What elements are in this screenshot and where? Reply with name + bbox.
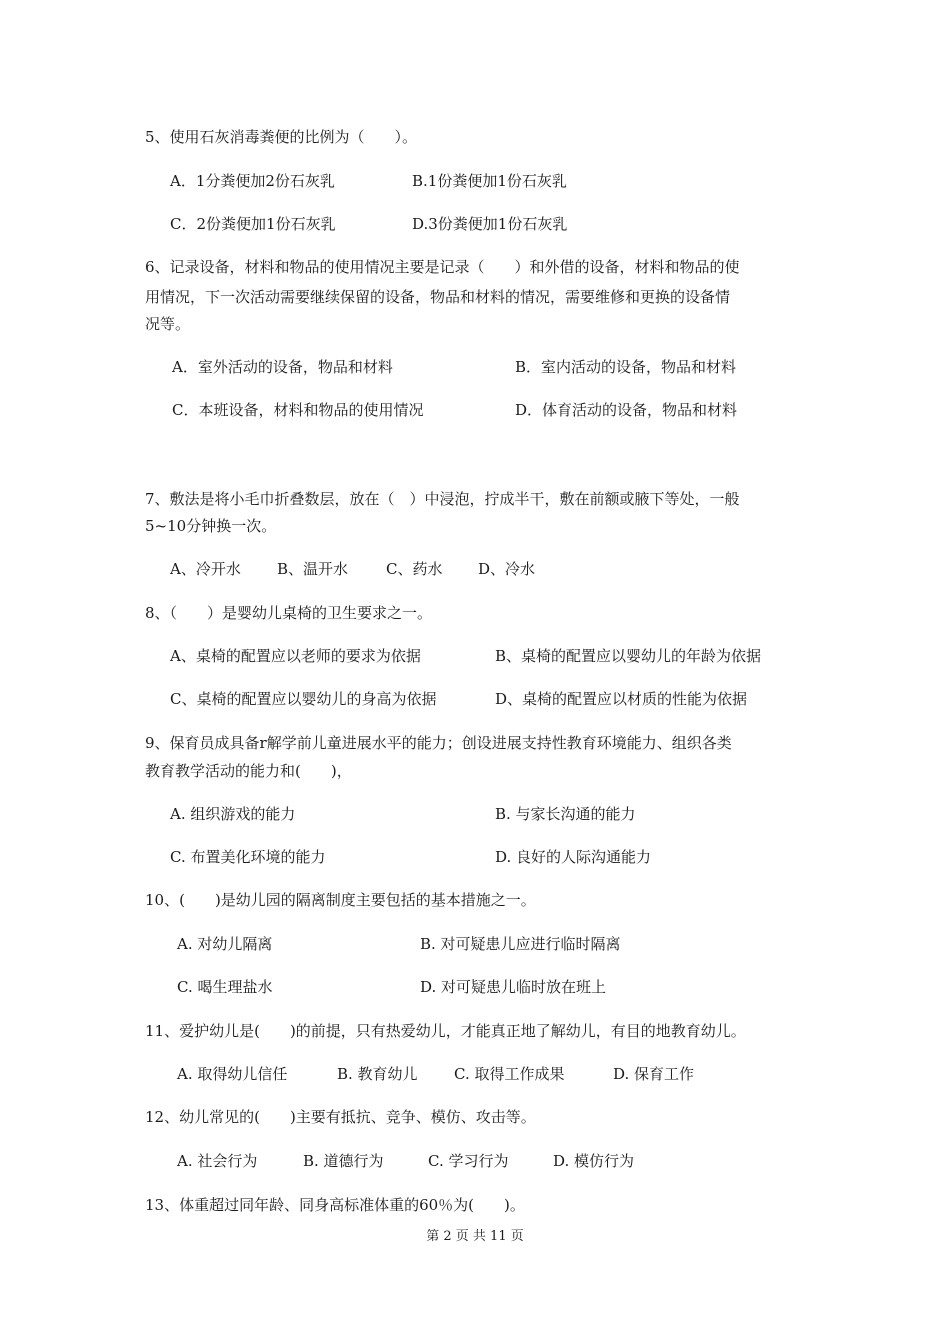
question-stem: 6、记录设备，材料和物品的使用情况主要是记录（ ）和外借的设备，材料和物品的使 [145, 258, 740, 276]
option-b: B. 对可疑患儿应进行临时隔离 [420, 935, 621, 953]
option-c: C、药水 [386, 560, 443, 578]
question-stem: 5~10分钟换一次。 [145, 517, 277, 535]
question-stem: 13、体重超过同年龄、同身高标准体重的60％为( )。 [145, 1196, 525, 1214]
option-b: B、温开水 [277, 560, 349, 578]
question-stem: 用情况，下一次活动需要继续保留的设备，物品和材料的情况，需要维修和更换的设备情 [145, 288, 731, 306]
option-b: B．室内活动的设备，物品和材料 [515, 358, 737, 376]
option-a: A. 取得幼儿信任 [177, 1065, 288, 1083]
option-d: D.3份粪便加1份石灰乳 [412, 215, 568, 233]
option-b: B.1份粪便加1份石灰乳 [412, 172, 567, 190]
option-a: A. 社会行为 [177, 1152, 258, 1170]
option-c: C．2份粪便加1份石灰乳 [170, 215, 336, 233]
option-b: B. 与家长沟通的能力 [495, 805, 636, 823]
question-stem: 5、使用石灰消毒粪便的比例为（ ）。 [145, 128, 418, 146]
option-a: A、桌椅的配置应以老师的要求为依据 [170, 647, 421, 665]
page-footer: 第 2 页 共 11 页 [426, 1229, 524, 1244]
option-d: D、冷水 [478, 560, 536, 578]
option-d: D、桌椅的配置应以材质的性能为依据 [495, 690, 748, 708]
option-c: C. 布置美化环境的能力 [170, 848, 326, 866]
option-d: D. 对可疑患儿临时放在班上 [420, 978, 607, 996]
question-stem: 11、爱护幼儿是( )的前提，只有热爱幼儿，才能真正地了解幼儿，有目的地教育幼儿。 [145, 1022, 746, 1040]
option-a: A．1分粪便加2份石灰乳 [170, 172, 335, 190]
question-stem: 12、幼儿常见的( )主要有抵抗、竞争、模仿、攻击等。 [145, 1108, 536, 1126]
option-a: A．室外活动的设备，物品和材料 [172, 358, 393, 376]
option-d: D. 良好的人际沟通能力 [495, 848, 652, 866]
option-a: A. 组织游戏的能力 [170, 805, 296, 823]
option-a: A、冷开水 [170, 560, 241, 578]
option-c: C. 喝生理盐水 [177, 978, 273, 996]
option-c: C．本班设备，材料和物品的使用情况 [172, 401, 424, 419]
option-d: D．体育活动的设备，物品和材料 [515, 401, 738, 419]
option-c: C. 学习行为 [428, 1152, 509, 1170]
option-a: A. 对幼儿隔离 [177, 935, 273, 953]
option-d: D. 保育工作 [613, 1065, 695, 1083]
question-stem: 教育教学活动的能力和( )， [145, 762, 352, 780]
question-stem: 9、保育员成具备r解学前儿童进展水平的能力；创设进展支持性教育环境能力、组织各类 [145, 734, 732, 752]
option-d: D. 模仿行为 [553, 1152, 635, 1170]
option-c: C、桌椅的配置应以婴幼儿的身高为依据 [170, 690, 437, 708]
question-stem: 10、( )是幼儿园的隔离制度主要包括的基本措施之一。 [145, 891, 536, 909]
question-stem: 8、（ ）是婴幼儿桌椅的卫生要求之一。 [145, 604, 433, 622]
option-b: B. 教育幼儿 [337, 1065, 418, 1083]
option-b: B、桌椅的配置应以婴幼儿的年龄为依据 [495, 647, 762, 665]
question-stem: 7、敷法是将小毛巾折叠数层，放在（ ）中浸泡，拧成半干，敷在前额或腋下等处，一般 [145, 490, 740, 508]
option-b: B. 道德行为 [303, 1152, 384, 1170]
option-c: C. 取得工作成果 [454, 1065, 565, 1083]
question-stem: 况等。 [145, 315, 191, 333]
